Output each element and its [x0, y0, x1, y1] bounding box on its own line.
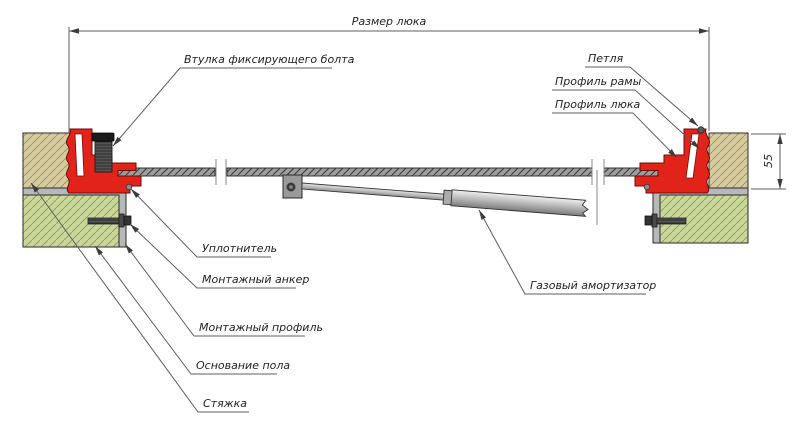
fixing-bolt-bushing [92, 133, 114, 172]
gas-spring-rod [302, 183, 448, 200]
leader-floor-base [95, 246, 277, 374]
leader-bushing [113, 68, 332, 146]
hinge-pin [698, 127, 704, 133]
label-bushing: Втулка фиксирующего болта [184, 53, 355, 66]
hatch-lid-plate [118, 159, 658, 185]
bracket-pin [289, 185, 293, 189]
screed-block-right [709, 133, 748, 188]
seal-strip-left [75, 134, 84, 176]
gas-spring [283, 170, 597, 225]
label-gas-spring: Газовый амортизатор [530, 279, 657, 292]
seal-bead-right [644, 184, 650, 190]
frame-and-lid-profiles [66, 127, 709, 193]
gas-spring-cylinder [451, 190, 589, 217]
label-mounting-profile: Монтажный профиль [199, 321, 323, 334]
dimension-hatch-size [69, 15, 709, 133]
label-hatch-profile: Профиль люка [555, 98, 641, 111]
label-screed: Стяжка [203, 397, 247, 410]
dimension-label-height: 55 [762, 154, 775, 168]
dimension-label-hatch-size: Размер люка [351, 15, 427, 28]
label-floor-base: Основание пола [196, 359, 291, 372]
label-hinge: Петля [588, 52, 624, 65]
label-mounting-anchor: Монтажный анкер [202, 273, 310, 286]
screed-block-left [23, 133, 70, 188]
label-frame-profile: Профиль рамы [555, 75, 642, 88]
lid-segment-middle [227, 168, 592, 176]
dimension-55 [751, 134, 786, 189]
callouts [31, 52, 700, 412]
leader-hatch-profile [552, 113, 677, 158]
seal-bead-left [126, 184, 132, 190]
label-seal: Уплотнитель [202, 242, 278, 255]
